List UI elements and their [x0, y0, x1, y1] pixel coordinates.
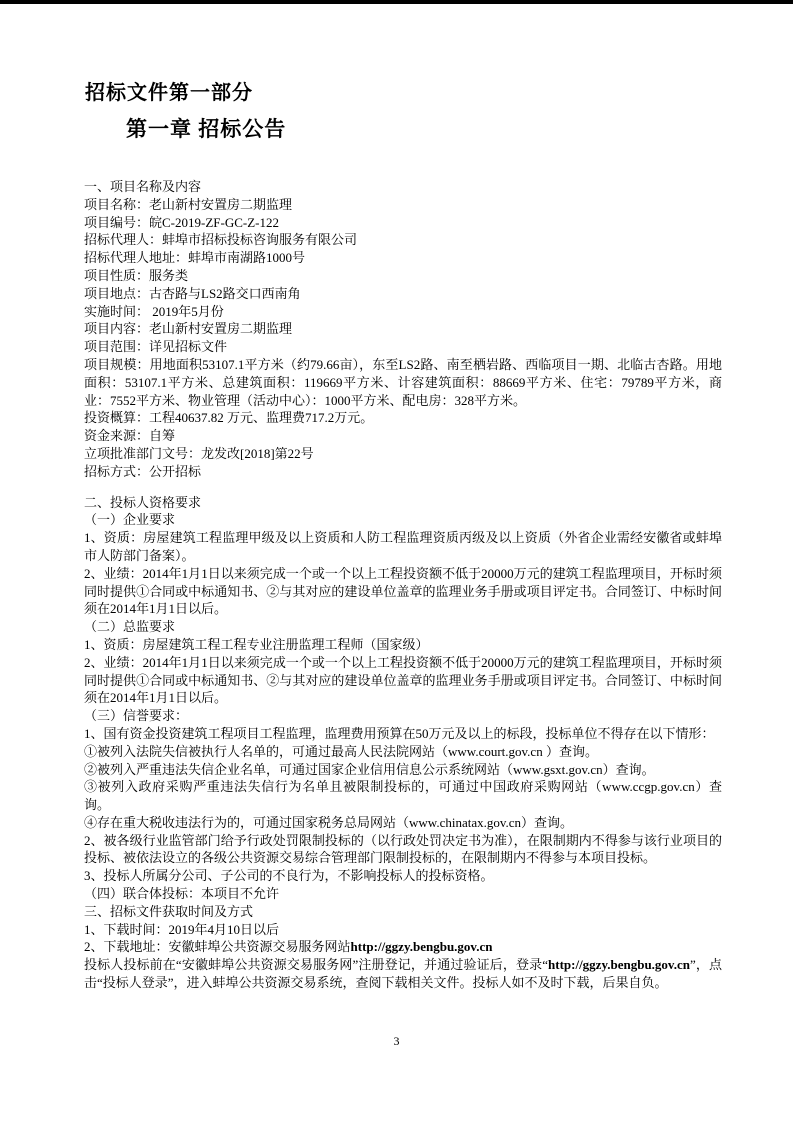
doc-line	[84, 196, 722, 214]
doc-line	[84, 231, 722, 249]
doc-text: （三）信誉要求：	[84, 708, 189, 724]
doc-line	[84, 707, 722, 725]
blank-line	[84, 481, 722, 494]
doc-text: 投资概算：工程40637.82 万元、监理费717.2万元。	[84, 410, 374, 426]
doc-line	[84, 494, 722, 512]
doc-line	[84, 427, 722, 445]
doc-text: 项目地点：古杏路与LS2路交口西南角	[84, 285, 301, 301]
document-body	[84, 178, 722, 992]
scan-artifact-top-bar	[0, 0, 793, 4]
doc-line	[84, 761, 722, 779]
doc-line	[84, 814, 722, 832]
doc-text: 项目性质：服务类	[84, 267, 189, 283]
doc-text: 项目内容：老山新村安置房二期监理	[84, 321, 293, 337]
doc-line	[84, 956, 722, 992]
doc-text: 1、资质：房屋建筑工程工程专业注册监理工程师（国家级）	[84, 636, 429, 652]
doc-line	[84, 356, 722, 409]
doc-line	[84, 636, 722, 654]
doc-line	[84, 832, 722, 868]
doc-line	[84, 743, 722, 761]
doc-text: 招标方式：公开招标	[84, 463, 202, 479]
doc-text: 2、下载地址：安徽蚌埠公共资源交易服务网站	[84, 939, 351, 955]
doc-line	[84, 285, 722, 303]
doc-text: ②被列入严重违法失信企业名单，可通过国家企业信用信息公示系统网站（www.gsxt.gov.cn）查询。	[84, 761, 655, 777]
doc-line	[84, 885, 722, 903]
doc-line	[84, 409, 722, 427]
doc-line	[84, 867, 722, 885]
doc-text: （一）企业要求	[84, 512, 176, 528]
doc-line	[84, 654, 722, 707]
doc-text: 1、下载时间：2019年4月10日以后	[84, 921, 280, 937]
doc-line	[84, 903, 722, 921]
doc-text: ④存在重大税收违法行为的，可通过国家税务总局网站（www.chinatax.gov.cn）查询。	[84, 814, 574, 830]
doc-text: （二）总监要求	[84, 619, 176, 635]
doc-line	[84, 921, 722, 939]
doc-text: 实施时间： 2019年5月份	[84, 303, 224, 319]
doc-text: （四）联合体投标：本项目不允许	[84, 886, 280, 902]
bold-url-text: http://ggzy.bengbu.gov.cn	[350, 939, 493, 955]
doc-text: 招标代理人：蚌埠市招标投标咨询服务有限公司	[84, 232, 358, 248]
chapter-title: 第一章 招标公告	[126, 117, 287, 141]
doc-line	[84, 529, 722, 565]
document-part-title: 招标文件第一部分	[85, 82, 253, 104]
doc-line	[84, 778, 722, 814]
doc-line	[84, 303, 722, 321]
doc-text: 三、招标文件获取时间及方式	[84, 903, 254, 919]
doc-text: 项目编号：皖C-2019-ZF-GC-Z-122	[84, 214, 279, 230]
bold-url-text: http://ggzy.bengbu.gov.cn	[548, 957, 690, 973]
doc-text: 2、被各级行业监管部门给予行政处罚限制投标的（以行政处罚决定书为准），在限制期内不得参与该行业项目的投标、被依法设立的各级公共资源交易综合管理部门限制投标的，在限制期内不得参与本项目投标。	[84, 832, 722, 866]
doc-line	[84, 214, 722, 232]
doc-line	[84, 320, 722, 338]
doc-text: ③被列入政府采购严重违法失信行为名单且被限制投标的，可通过中国政府采购网站（www.ccgp.gov.cn）查询。	[84, 779, 722, 813]
doc-text: 2、业绩：2014年1月1日以来须完成一个或一个以上工程投资额不低于20000万元的建筑工程监理项目，开标时须同时提供①合同或中标通知书、②与其对应的建设单位盖章的监理业务手册或项目评定书。合同签订、中标时间须在2014年1月1日以后。	[84, 654, 722, 706]
doc-line	[84, 565, 722, 618]
doc-text: 项目名称：老山新村安置房二期监理	[84, 196, 293, 212]
doc-text: ”，点击“投标人登录”，进入蚌埠公共资源交易系统，查阅下载相关文件。投标人如不及时下载，后果自负。	[84, 957, 722, 991]
doc-text: 1、国有资金投资建筑工程项目工程监理，监理费用预算在50万元及以上的标段，投标单位不得存在以下情形：	[84, 725, 715, 741]
doc-text: 2、业绩：2014年1月1日以来须完成一个或一个以上工程投资额不低于20000万元的建筑工程监理项目，开标时须同时提供①合同或中标通知书、②与其对应的建设单位盖章的监理业务手册或项目评定书。合同签订、中标时间须在2014年1月1日以后。	[84, 565, 722, 617]
doc-text: 二、投标人资格要求	[84, 494, 202, 510]
doc-line	[84, 511, 722, 529]
doc-line	[84, 249, 722, 267]
doc-line	[84, 267, 722, 285]
doc-line	[84, 338, 722, 356]
doc-text: 项目范围：详见招标文件	[84, 339, 228, 355]
doc-text: 1、资质：房屋建筑工程监理甲级及以上资质和人防工程监理资质丙级及以上资质（外省企业需经安徽省或蚌埠市人防部门备案）。	[84, 530, 722, 563]
doc-text: 招标代理人地址：蚌埠市南湖路1000号	[84, 250, 306, 266]
doc-line	[84, 178, 722, 196]
page-number: 3	[393, 1034, 400, 1048]
doc-line	[84, 618, 722, 636]
doc-text: ①被列入法院失信被执行人名单的，可通过最高人民法院网站（www.court.gov.cn ）查询。	[84, 743, 598, 759]
doc-line	[84, 463, 722, 481]
doc-text: 项目规模：用地面积53107.1平方米（约79.66亩），东至LS2路、南至栖岩路、西临项目一期、北临古杏路。用地面积：53107.1平方米、总建筑面积：119669平方米、计容建筑面积：88669平方米、住宅：79789平方米，商业：7552平方米、物业管理（活动中心）：1000平方米、配电房：328平方米。	[84, 356, 722, 408]
doc-text: 立项批准部门文号：龙发改[2018]第22号	[84, 445, 314, 461]
doc-text: 投标人投标前在“安徽蚌埠公共资源交易服务网”注册登记，并通过验证后，登录“	[84, 957, 549, 973]
doc-text: 3、投标人所属分公司、子公司的不良行为，不影响投标人的投标资格。	[84, 868, 494, 884]
doc-line	[84, 938, 722, 956]
doc-text: 一、项目名称及内容	[84, 179, 202, 194]
doc-line	[84, 725, 722, 743]
doc-line	[84, 445, 722, 463]
doc-text: 资金来源：自筹	[84, 428, 176, 444]
